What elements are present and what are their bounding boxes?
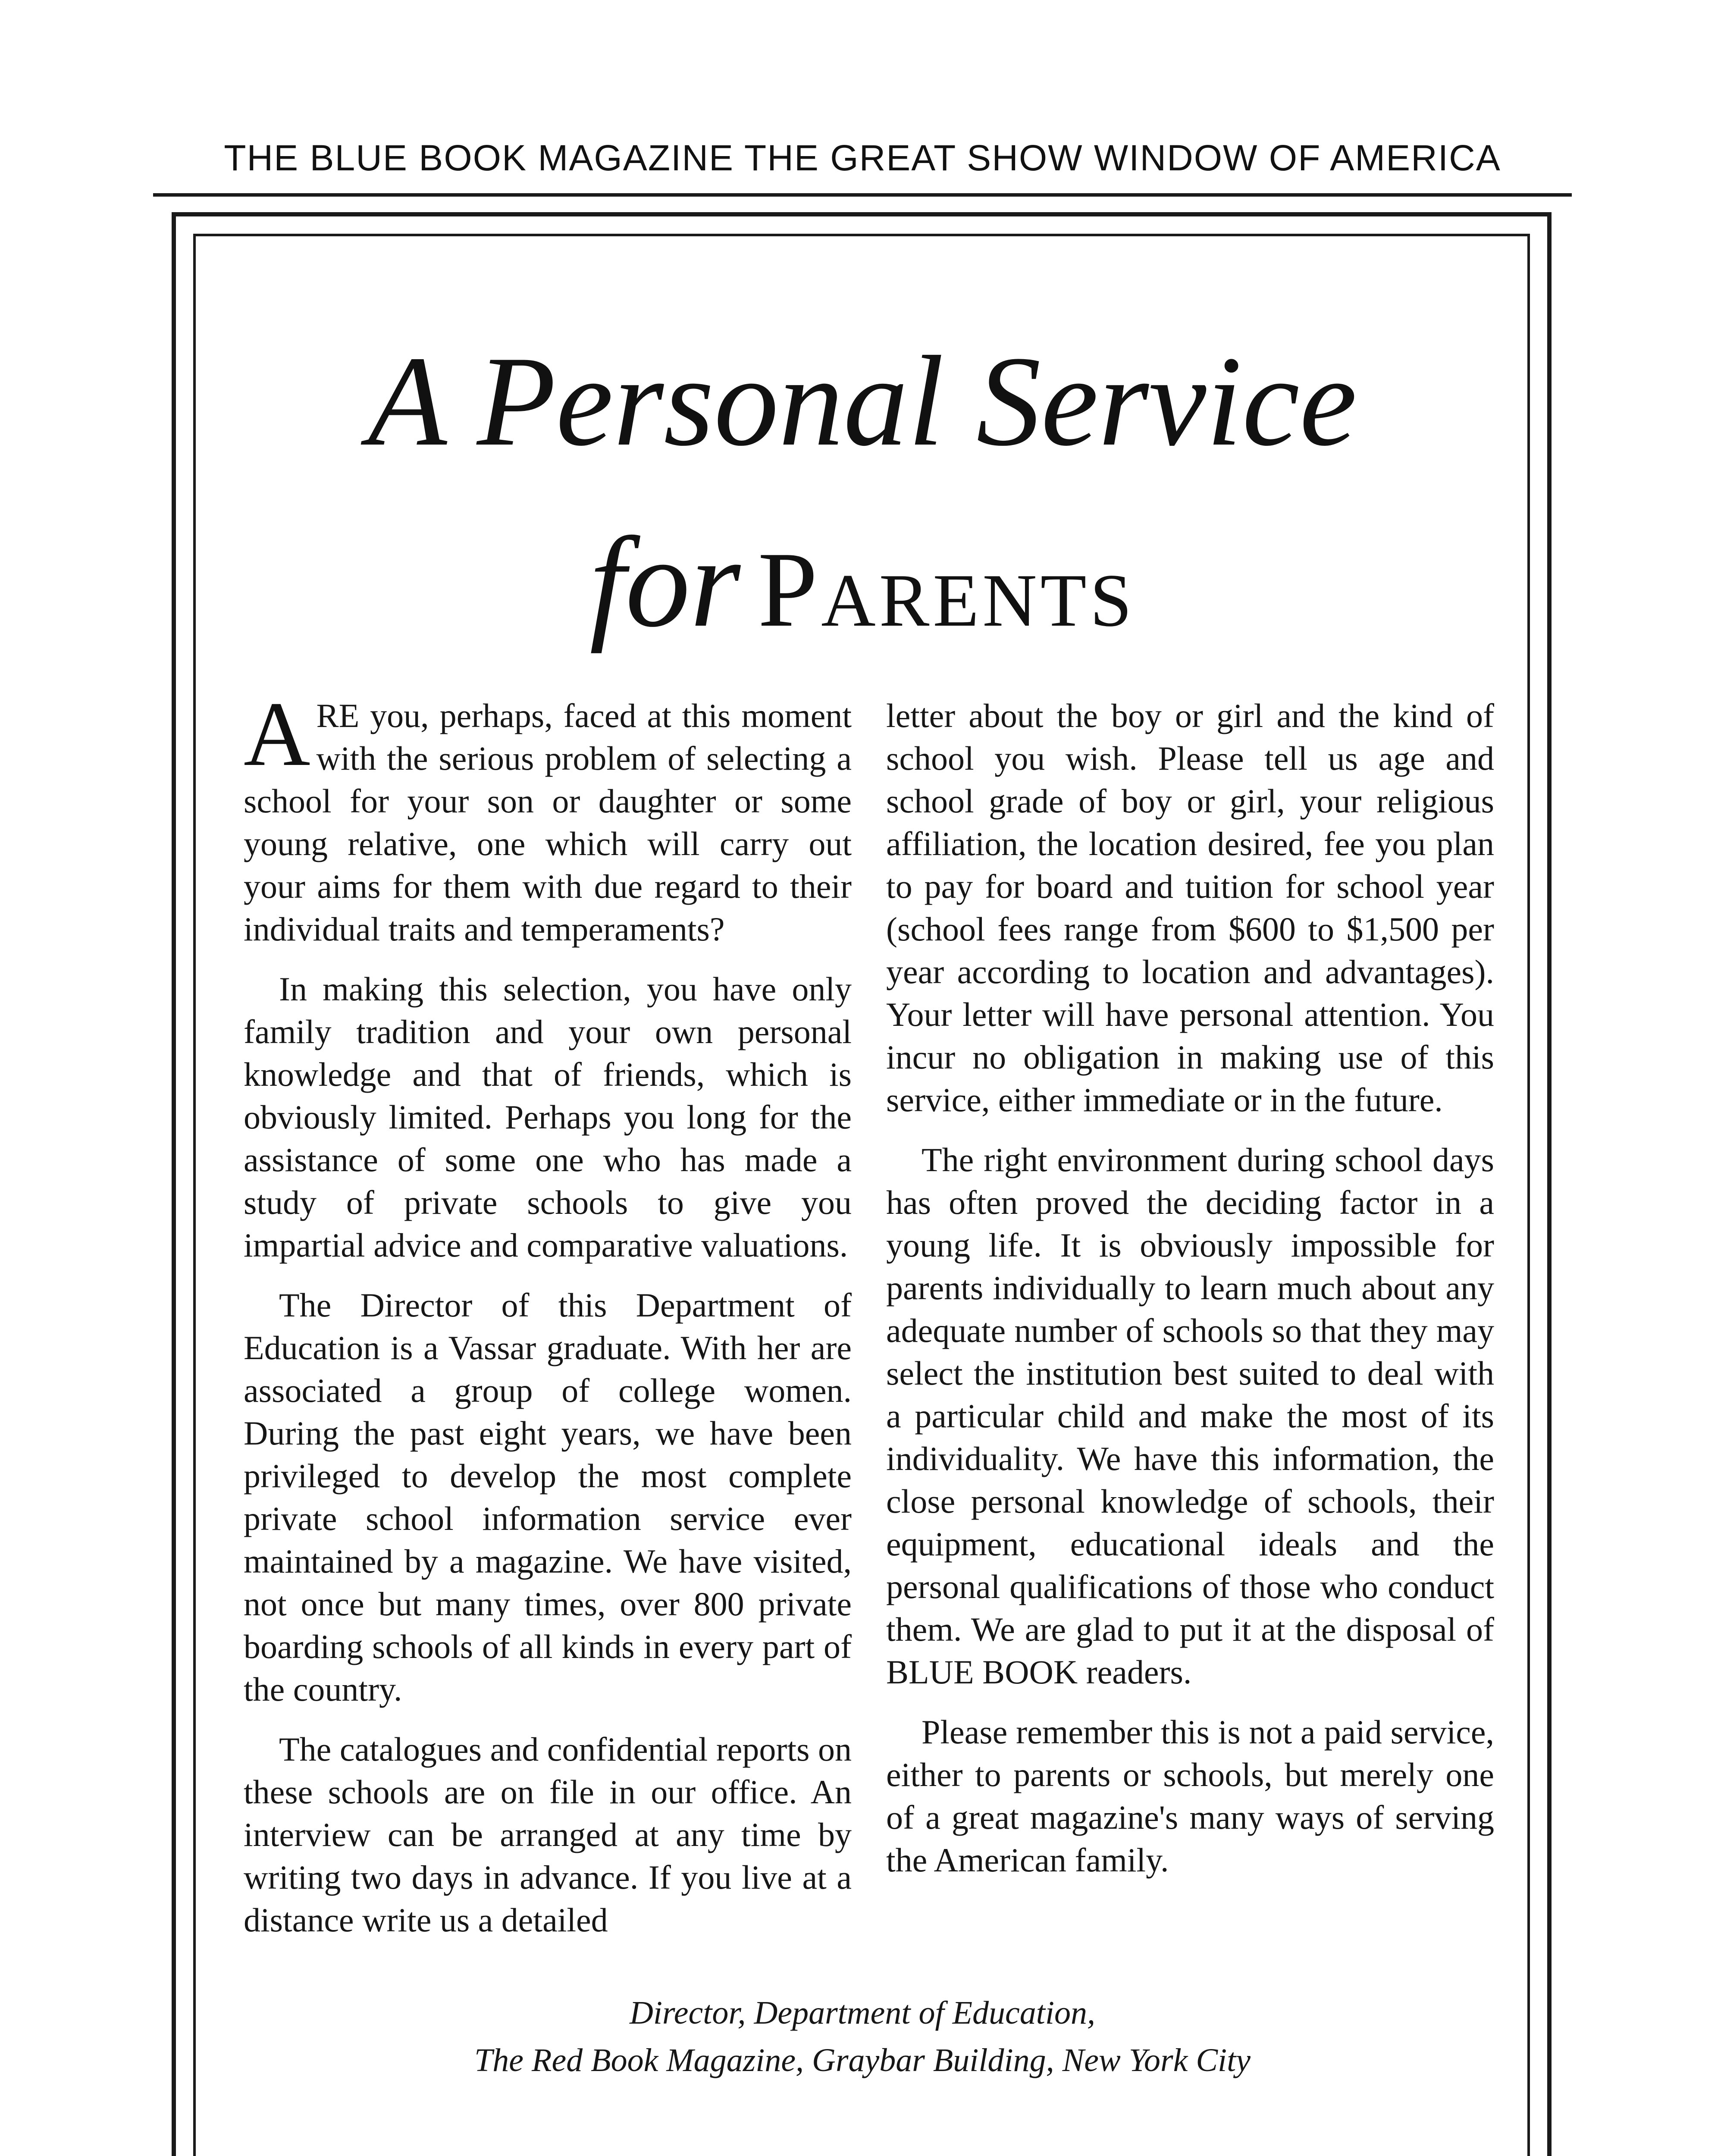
body-column-left xyxy=(244,683,852,1959)
paragraph-environment: The right environment during school days has often proved the deciding factor in a young life. It is obviously impossible for parents individually to learn much about any adequate number of schools so that they may select the institution best suited to deal with a particular child and make the most of its individuality. We have this information, the close personal knowledge of schools, their equipment, educational ideals and the personal qualifications of those who conduct them. We are glad to put it at the disposal of BLUE BOOK readers. xyxy=(886,1141,1494,1691)
drop-cap: A xyxy=(244,683,310,785)
paragraph-intro xyxy=(244,683,852,950)
running-head: THE BLUE BOOK MAGAZINE THE GREAT SHOW WINDOW OF AMERICA xyxy=(224,138,1501,178)
signature-line-2: The Red Book Magazine, Graybar Building, New York City xyxy=(474,2042,1251,2078)
paragraph-selection: In making this selection, you have only family tradition and your own personal knowledge and that of friends, which is obviously limited. Perhaps you long for the assistance of some one who has made a study of private schools to give you impartial advice and comparative valuations. xyxy=(244,970,852,1264)
ad-title-line1: A Personal Service xyxy=(368,329,1357,473)
body-column-right xyxy=(886,694,1494,1899)
ad-title-line2 xyxy=(241,509,1483,697)
signature-line-1: Director, Department of Education, xyxy=(629,1995,1096,2031)
paragraph-catalogues: The catalogues and confidential reports on these schools are on file in our office. An interview can be arranged at any time by writing two days in advance. If you live at a distance write us a detailed xyxy=(244,1730,852,1939)
title-parents-word: Parents xyxy=(758,530,1135,649)
paragraph-letter: letter about the boy or girl and the kind of school you wish. Please tell us age and school grade of boy or girl, your religious affiliation, the location desired, fee you plan to pay for board and tuition for school year (school fees range from $600 to $1,500 per year according to location and advantages). Your letter will have personal attention. You incur no obligation in making use of this service, either immediate or in the future. xyxy=(886,697,1494,1119)
paragraph-remember: Please remember this is not a paid service, either to parents or schools, but merely one of a great magazine's many ways of serving the American family. xyxy=(886,1713,1494,1879)
paragraph-director: The Director of this Department of Education is a Vassar graduate. With her are associated a group of college women. During the past eight years, we have been privileged to develop the most complete private school information service ever maintained by a magazine. We have visited, not once but many times, over 800 private boarding schools of all kinds in every part of the country. xyxy=(244,1286,852,1708)
title-for-word: for xyxy=(589,511,741,654)
header-rule xyxy=(153,193,1572,197)
paragraph-intro-text: RE you, perhaps, faced at this moment with the serious problem of selecting a school for your son or daughter or some young relative, one which will carry out your aims for them with due regard to their individual traits and temperaments? xyxy=(244,697,852,948)
